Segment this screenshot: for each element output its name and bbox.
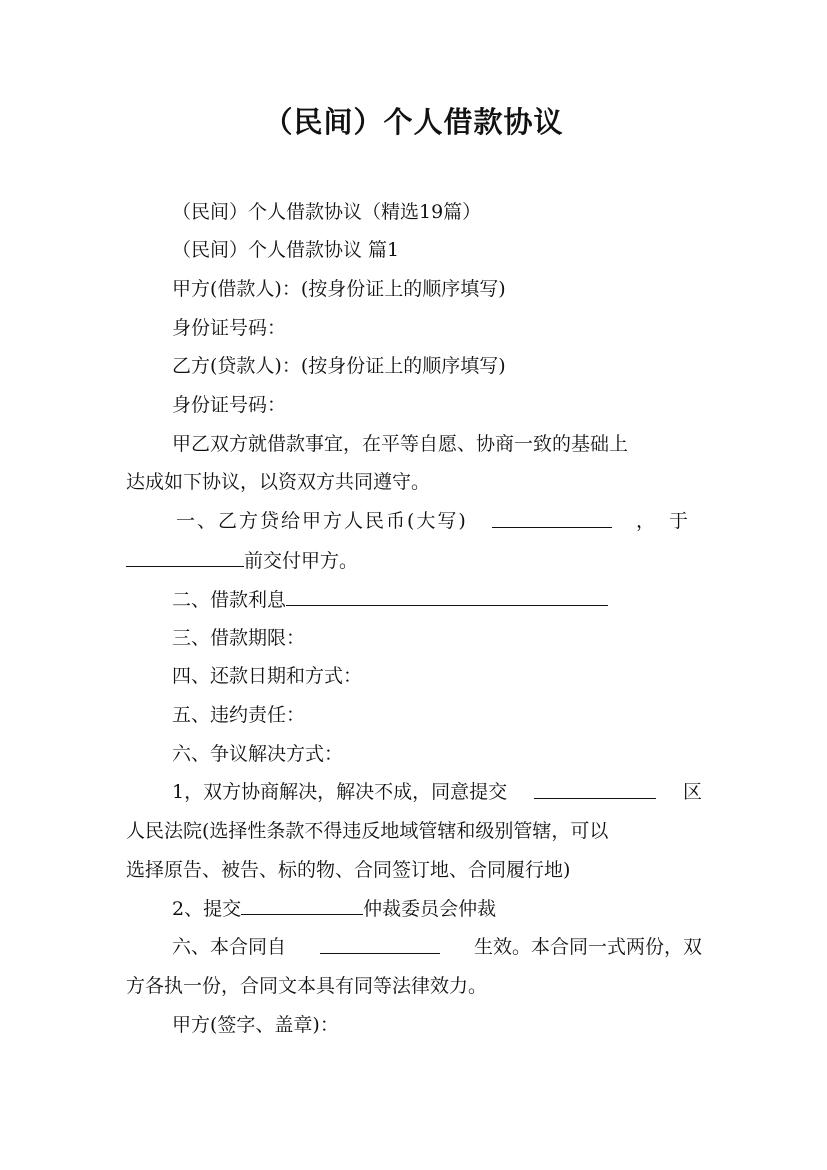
intro-paragraph-line-1: 甲乙双方就借款事宜，在平等自愿、协商一致的基础上: [172, 433, 629, 455]
subtitle-line: （民间）个人借款协议（精选19篇）: [172, 201, 482, 223]
amount-blank: [492, 509, 612, 528]
effective-date-blank: [320, 935, 440, 954]
dispute-option-2-line: [172, 896, 702, 921]
clause-3-line: 三、借款期限：: [172, 627, 306, 649]
dispute-option-1-line-1: [172, 780, 702, 804]
dispute-option-1-line-2: 人民法院(选择性条款不得违反地域管辖和级别管辖，可以: [126, 820, 609, 842]
effect-clause-line-2: 方各执一份，合同文本具有同等法律效力。: [126, 975, 488, 997]
effect-clause-line-1: [172, 935, 702, 959]
party-a-signature-line: 甲方(签字、盖章)：: [172, 1014, 339, 1036]
dispute-text-end: 区: [682, 781, 702, 803]
effect-text: 六、本合同自: [172, 936, 287, 958]
document-title: （民间）个人借款协议: [263, 105, 564, 139]
clause-1-text-2: 前交付甲方。: [244, 550, 359, 572]
party-b-line: 乙方(贷款人)：(按身份证上的顺序填写): [172, 355, 506, 377]
court-blank: [534, 780, 656, 799]
clause-6-line: 六、争议解决方式：: [172, 743, 344, 765]
party-b-id-line: 身份证号码：: [172, 394, 287, 416]
clause-1-line-2: [126, 548, 702, 573]
interest-blank: [286, 587, 608, 606]
section-heading: （民间）个人借款协议 篇1: [172, 239, 400, 261]
interest-label: 二、借款利息: [172, 589, 287, 611]
dispute-option-1-line-3: 选择原告、被告、标的物、合同签订地、合同履行地): [126, 859, 571, 881]
clause-5-line: 五、违约责任：: [172, 704, 306, 726]
clause-1-line-1: [176, 509, 702, 533]
intro-paragraph-line-2: 达成如下协议，以资双方共同遵守。: [126, 471, 431, 493]
party-a-line: 甲方(借款人)：(按身份证上的顺序填写): [172, 278, 506, 300]
effect-text-end: 生效。本合同一式两份，双: [473, 936, 702, 958]
clause-1-text-end: ，于: [635, 510, 702, 532]
clause-4-line: 四、还款日期和方式：: [172, 665, 363, 687]
arbitration-blank: [241, 896, 363, 915]
clause-2-line: [172, 587, 702, 612]
clause-1-text: 一、乙方贷给甲方人民币(大写): [176, 510, 468, 532]
dispute-text: 1，双方协商解决，解决不成，同意提交: [172, 781, 508, 803]
date-blank: [126, 548, 244, 567]
party-a-id-line: 身份证号码：: [172, 317, 287, 339]
arbitration-text-end: 仲裁委员会仲裁: [363, 898, 497, 920]
arbitration-text: 2、提交: [172, 898, 242, 920]
